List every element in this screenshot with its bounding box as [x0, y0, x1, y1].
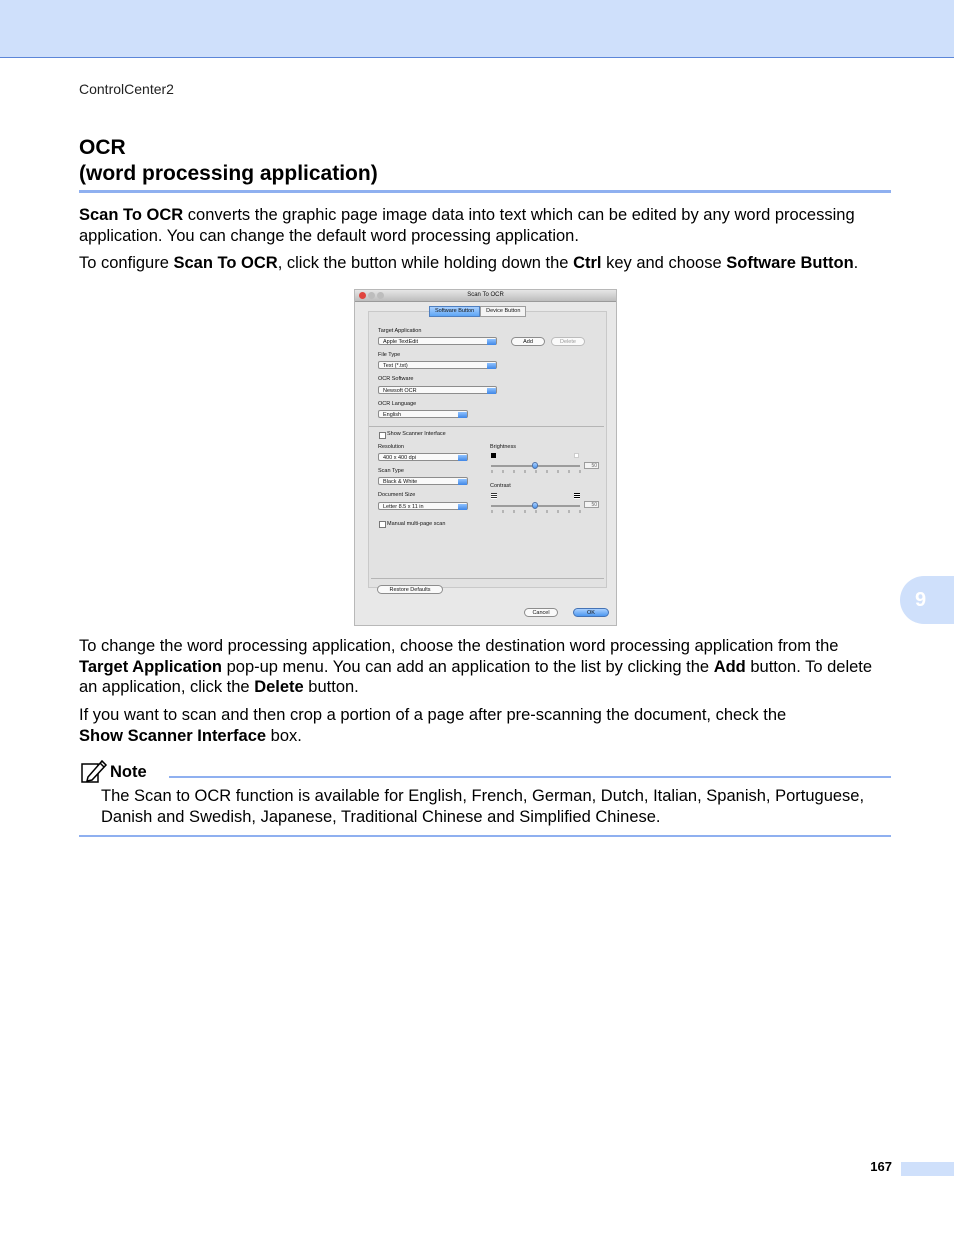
note-bottom-rule [79, 835, 891, 837]
contrast-ticks [491, 510, 581, 513]
text: pop-up menu. You can add an application to the list by clicking the [222, 657, 714, 676]
ocr-language-label: OCR Language [378, 401, 417, 407]
ocr-software-popup[interactable] [378, 386, 497, 394]
bold-scan-to-ocr: Scan To OCR [79, 206, 184, 224]
ocr-software-label: OCR Software [378, 376, 414, 382]
popup-arrows-icon [487, 388, 496, 394]
scan-type-label: Scan Type [378, 468, 404, 474]
text: To configure [79, 254, 174, 272]
note-title: Note [110, 763, 147, 781]
show-scanner-interface-label: Show Scanner Interface [387, 431, 446, 437]
text: box. [266, 726, 302, 745]
document-size-value: Letter 8.5 x 11 in [383, 504, 424, 510]
note-pencil-icon [80, 758, 108, 784]
scan-type-popup[interactable] [378, 477, 468, 485]
section-title [79, 135, 378, 187]
ok-button[interactable]: OK [573, 608, 609, 617]
zoom-window-icon[interactable] [377, 292, 384, 299]
brightness-slider-knob[interactable] [532, 462, 538, 469]
running-header: ControlCenter2 [79, 81, 174, 97]
text: To change the word processing application, choose the destination word processing application from the [79, 637, 839, 655]
brightness-label: Brightness [490, 444, 516, 450]
bold-software-button: Software Button [726, 254, 854, 272]
brightness-value-field[interactable]: 50 [584, 462, 599, 469]
separator [371, 578, 604, 579]
target-application-paragraph [79, 636, 891, 698]
configure-paragraph [79, 253, 891, 274]
text: . [853, 254, 859, 272]
manual-multipage-label: Manual multi-page scan [387, 521, 446, 527]
text: converts the graphic page image data into text which can be edited by any word processing application. You can change the default word processing application. [79, 206, 855, 245]
ocr-language-popup[interactable] [378, 410, 468, 418]
resolution-value: 400 x 400 dpi [383, 455, 417, 461]
document-size-label: Document Size [378, 492, 416, 498]
scan-type-value: Black & White [383, 479, 418, 485]
ocr-language-value: English [383, 412, 402, 418]
tab-software-button[interactable]: Software Button [429, 306, 480, 317]
contrast-label: Contrast [490, 483, 511, 489]
popup-arrows-icon [458, 504, 467, 510]
light-brightness-icon [574, 453, 579, 458]
dialog-title: Scan To OCR [467, 292, 504, 298]
top-header-band [0, 0, 954, 58]
bold-add: Add [713, 657, 746, 676]
contrast-slider-knob[interactable] [532, 502, 538, 509]
resolution-popup[interactable] [378, 453, 468, 461]
section-title-line2: (word processing application) [79, 162, 378, 185]
document-size-popup[interactable] [378, 502, 468, 510]
target-application-label: Target Application [378, 328, 422, 334]
close-window-icon[interactable] [359, 292, 366, 299]
show-scanner-interface-checkbox[interactable] [379, 432, 386, 439]
dark-brightness-icon [491, 453, 496, 458]
file-type-value: Text (*.txt) [383, 363, 408, 369]
bold-scan-to-ocr: Scan To OCR [173, 254, 278, 272]
high-contrast-icon [574, 493, 580, 499]
contrast-value-field[interactable]: 50 [584, 501, 599, 508]
note-body: The Scan to OCR function is available for English, French, German, Dutch, Italian, Spanish, Portuguese, Danish and Swedish, Japanese, Traditional Chinese and Simplified Chinese. [101, 787, 865, 826]
cancel-button[interactable]: Cancel [524, 608, 558, 617]
file-type-popup[interactable] [378, 361, 497, 369]
text: button. [303, 678, 359, 696]
minimize-window-icon[interactable] [368, 292, 375, 299]
bold-ctrl: Ctrl [573, 254, 602, 272]
bold-target-application: Target Application [79, 657, 223, 676]
note-rule [169, 776, 891, 778]
low-contrast-icon [491, 493, 497, 499]
brightness-ticks [491, 470, 581, 473]
intro-paragraph [79, 205, 891, 246]
popup-arrows-icon [458, 455, 467, 461]
scanner-interface-paragraph [79, 705, 891, 746]
scan-to-ocr-dialog [354, 289, 617, 626]
text: button. To delete an application, click the [79, 657, 873, 696]
resolution-label: Resolution [378, 444, 404, 450]
separator [369, 426, 604, 427]
popup-arrows-icon [458, 479, 467, 485]
tab-bar [429, 306, 526, 315]
popup-arrows-icon [487, 363, 496, 369]
page-number-bar [901, 1162, 954, 1176]
file-type-label: File Type [378, 352, 401, 358]
bold-delete: Delete [254, 678, 304, 696]
text: key and choose [601, 254, 727, 272]
section-title-line1: OCR [79, 136, 126, 159]
add-button[interactable]: Add [511, 337, 545, 346]
chapter-tab: 9 [900, 576, 954, 624]
popup-arrows-icon [458, 412, 467, 418]
dialog-titlebar [355, 290, 616, 302]
restore-defaults-button[interactable]: Restore Defaults [377, 585, 443, 594]
bold-show-scanner-interface: Show Scanner Interface [79, 726, 267, 745]
target-application-popup[interactable] [378, 337, 497, 345]
page-number: 167 [870, 1159, 892, 1174]
ocr-software-value: Newsoft OCR [383, 388, 417, 394]
tab-device-button[interactable]: Device Button [480, 306, 526, 317]
text: , click the button while holding down the [277, 254, 574, 272]
popup-arrows-icon [487, 339, 496, 345]
target-application-value: Apple TextEdit [383, 339, 419, 345]
section-title-rule [79, 190, 891, 193]
manual-multipage-checkbox[interactable] [379, 521, 386, 528]
delete-button[interactable]: Delete [551, 337, 585, 346]
text: If you want to scan and then crop a portion of a page after pre-scanning the document, check the [79, 706, 787, 724]
